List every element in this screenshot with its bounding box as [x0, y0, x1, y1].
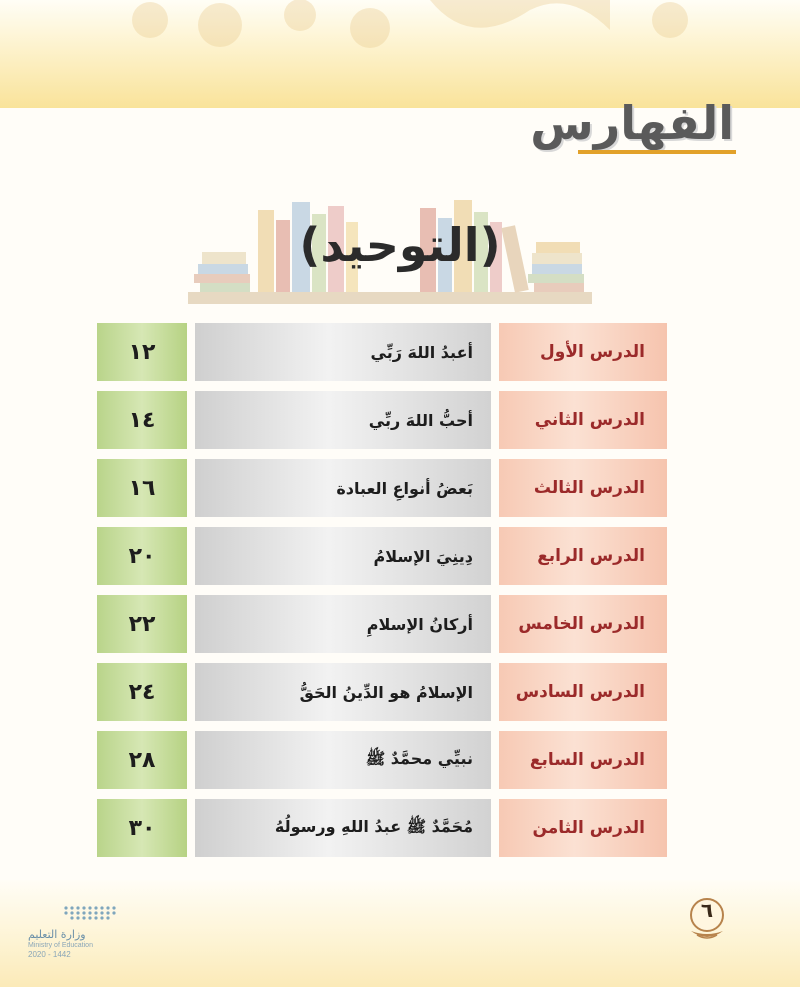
- lesson-title: دِينِيَ الإسلامُ: [195, 527, 491, 585]
- lesson-title: أركانُ الإسلامِ: [195, 595, 491, 653]
- page-reference: ٢٠: [97, 527, 187, 585]
- ministry-year: 2020 - 1442: [28, 950, 71, 959]
- lesson-label: الدرس الخامس: [499, 595, 667, 653]
- toc-row[interactable]: [97, 459, 667, 517]
- lesson-label: الدرس الأول: [499, 323, 667, 381]
- lesson-label: الدرس السابع: [499, 731, 667, 789]
- lesson-title: أحبُّ اللهَ ربِّي: [195, 391, 491, 449]
- lesson-title: نبيِّي محمَّدٌ ﷺ: [195, 731, 491, 789]
- page-title: الفهارس: [530, 96, 734, 150]
- toc-row[interactable]: [97, 595, 667, 653]
- lesson-label: الدرس الرابع: [499, 527, 667, 585]
- ministry-name-english: Ministry of Education: [28, 942, 93, 949]
- top-ornament-pattern: [110, 0, 710, 55]
- lesson-title: أعبدُ اللهَ رَبِّي: [195, 323, 491, 381]
- section-heading: (التوحيد): [299, 218, 501, 272]
- table-of-contents: [97, 323, 667, 867]
- lesson-label: الدرس الثامن: [499, 799, 667, 857]
- toc-row[interactable]: [97, 323, 667, 381]
- page-reference: ٢٤: [97, 663, 187, 721]
- lesson-title: الإسلامُ هو الدِّينُ الحَقُّ: [195, 663, 491, 721]
- page-reference: ١٢: [97, 323, 187, 381]
- page-reference: ١٦: [97, 459, 187, 517]
- toc-row[interactable]: [97, 799, 667, 857]
- toc-row[interactable]: [97, 731, 667, 789]
- page-number: ٦: [700, 898, 714, 922]
- lesson-label: الدرس السادس: [499, 663, 667, 721]
- title-underline: [578, 150, 736, 154]
- page-reference: ٢٢: [97, 595, 187, 653]
- toc-row[interactable]: [97, 663, 667, 721]
- page-reference: ١٤: [97, 391, 187, 449]
- page-reference: ٢٨: [97, 731, 187, 789]
- lesson-label: الدرس الثاني: [499, 391, 667, 449]
- lesson-label: الدرس الثالث: [499, 459, 667, 517]
- ministry-name: وزارة التعليم: [28, 928, 86, 941]
- toc-row[interactable]: [97, 391, 667, 449]
- page-reference: ٣٠: [97, 799, 187, 857]
- toc-row[interactable]: [97, 527, 667, 585]
- lesson-title: بَعضُ أنواعِ العبادة: [195, 459, 491, 517]
- lesson-title: مُحَمَّدٌ ﷺ عبدُ اللهِ ورسولُهُ: [195, 799, 491, 857]
